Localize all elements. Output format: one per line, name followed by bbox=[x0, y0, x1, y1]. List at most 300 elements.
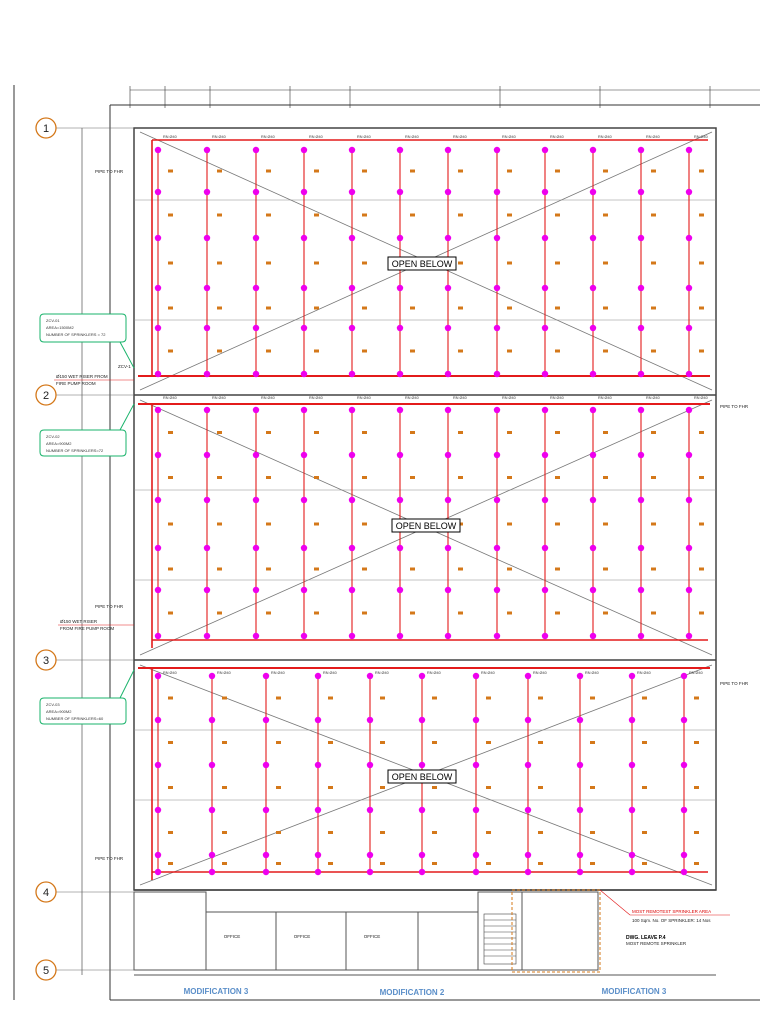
sprinkler-head bbox=[253, 452, 259, 458]
grid-bubble-labels bbox=[43, 123, 49, 977]
sprinkler-head bbox=[204, 407, 210, 413]
sprinkler-head bbox=[445, 545, 451, 551]
pipe-hanger bbox=[651, 523, 656, 526]
pipe-hanger bbox=[314, 431, 319, 434]
pipe-hanger bbox=[603, 350, 608, 353]
sprinkler-head bbox=[638, 371, 644, 377]
sprinkler-head bbox=[525, 673, 531, 679]
sprinkler-head bbox=[445, 407, 451, 413]
sprinkler-head bbox=[590, 147, 596, 153]
modification-label: MODIFICATION 3 bbox=[601, 987, 667, 996]
pipe-hanger bbox=[168, 307, 173, 310]
sprinkler-head bbox=[209, 852, 215, 858]
sprinkler-head bbox=[525, 717, 531, 723]
branch-label: RN Ø40 bbox=[598, 396, 612, 400]
pipe-hanger bbox=[380, 786, 385, 789]
branch-label: RN Ø40 bbox=[533, 671, 547, 675]
pipe-hanger bbox=[217, 568, 222, 571]
pipe-hanger bbox=[590, 786, 595, 789]
pipe-hanger bbox=[168, 568, 173, 571]
pipe-hanger bbox=[328, 862, 333, 865]
sprinkler-head bbox=[253, 147, 259, 153]
sprinkler-head bbox=[301, 147, 307, 153]
sprinkler-head bbox=[155, 285, 161, 291]
sprinkler-head bbox=[590, 452, 596, 458]
sprinkler-head bbox=[349, 325, 355, 331]
sprinkler-head bbox=[349, 371, 355, 377]
pipe-hanger bbox=[380, 741, 385, 744]
pipe-hanger bbox=[266, 214, 271, 217]
pipe-hanger bbox=[362, 523, 367, 526]
pipe-hanger bbox=[590, 741, 595, 744]
pipe-hanger bbox=[410, 350, 415, 353]
sprinkler-head bbox=[686, 633, 692, 639]
branch-label: RN Ø40 bbox=[217, 671, 231, 675]
sprinkler-head bbox=[681, 673, 687, 679]
structure-grid bbox=[134, 200, 716, 800]
pipe-hanger bbox=[507, 214, 512, 217]
zone-id: ZCV-01 bbox=[46, 318, 60, 323]
open-below-label: OPEN BELOW bbox=[395, 521, 457, 531]
branch-label: RN Ø40 bbox=[502, 396, 516, 400]
sprinkler-head bbox=[301, 587, 307, 593]
sprinkler-head bbox=[686, 147, 692, 153]
pipe-hanger bbox=[410, 612, 415, 615]
sprinkler-head bbox=[638, 189, 644, 195]
remote-area-boundary bbox=[512, 890, 600, 972]
pipe-hanger bbox=[314, 612, 319, 615]
pipe-hanger bbox=[486, 831, 491, 834]
pipe-hanger bbox=[590, 831, 595, 834]
sprinkler-head bbox=[494, 325, 500, 331]
sprinkler-head bbox=[542, 633, 548, 639]
sprinkler-head bbox=[629, 717, 635, 723]
pipe-hanger bbox=[266, 476, 271, 479]
sprinkler-head bbox=[445, 452, 451, 458]
pipe-hanger bbox=[555, 523, 560, 526]
sprinkler-head bbox=[686, 371, 692, 377]
pipe-hanger bbox=[590, 862, 595, 865]
sprinkler-head bbox=[397, 452, 403, 458]
sprinkler-head bbox=[209, 807, 215, 813]
sprinkler-head bbox=[542, 497, 548, 503]
pipe-hanger bbox=[222, 697, 227, 700]
grid-label: 3 bbox=[42, 655, 50, 667]
pipe-hanger bbox=[538, 697, 543, 700]
sprinkler-head bbox=[494, 452, 500, 458]
grid-label: 5 bbox=[42, 965, 50, 977]
sprinkler-head bbox=[577, 762, 583, 768]
sprinkler-head bbox=[681, 852, 687, 858]
pipe-hanger bbox=[507, 568, 512, 571]
sprinkler-head bbox=[494, 633, 500, 639]
sprinkler-head bbox=[590, 633, 596, 639]
pipe-hanger bbox=[410, 307, 415, 310]
sprinkler-head bbox=[253, 189, 259, 195]
pipe-hanger bbox=[328, 697, 333, 700]
sprinkler-head bbox=[315, 869, 321, 875]
sprinkler-head bbox=[253, 371, 259, 377]
pipe-hanger bbox=[699, 170, 704, 173]
pipe-hanger bbox=[410, 476, 415, 479]
branch-label: RN Ø40 bbox=[375, 671, 389, 675]
pipe-hanger bbox=[314, 568, 319, 571]
sprinkler-head bbox=[577, 673, 583, 679]
sprinkler-head bbox=[204, 189, 210, 195]
pipe-hanger bbox=[694, 786, 699, 789]
sprinkler-head bbox=[253, 235, 259, 241]
sprinkler-head bbox=[590, 285, 596, 291]
sprinkler-head bbox=[494, 235, 500, 241]
riser-note: Ø150 WET RISER bbox=[60, 619, 98, 624]
sprinkler-head bbox=[494, 497, 500, 503]
pipe-hanger bbox=[432, 862, 437, 865]
sprinkler-piping bbox=[138, 140, 710, 880]
branch-label: RN Ø40 bbox=[502, 135, 516, 139]
modification-label: MODIFICATION 2 bbox=[379, 988, 445, 997]
branch-label: RN Ø40 bbox=[550, 396, 564, 400]
pipe-hanger bbox=[603, 476, 608, 479]
pipe-hanger bbox=[651, 568, 656, 571]
sprinkler-head bbox=[629, 762, 635, 768]
sprinkler-head bbox=[445, 587, 451, 593]
pipe-hanger bbox=[603, 568, 608, 571]
pipe-hanger bbox=[699, 350, 704, 353]
sprinkler-head bbox=[315, 807, 321, 813]
sprinkler-head bbox=[397, 587, 403, 593]
pipe-hanger bbox=[555, 431, 560, 434]
sprinkler-head bbox=[419, 852, 425, 858]
pipe-hanger bbox=[699, 523, 704, 526]
sprinkler-head bbox=[209, 673, 215, 679]
pipe-hanger bbox=[651, 262, 656, 265]
sprinkler-head bbox=[155, 717, 161, 723]
sprinkler-head bbox=[525, 762, 531, 768]
sprinkler-head bbox=[681, 762, 687, 768]
sprinkler-head bbox=[397, 407, 403, 413]
pipe-hanger bbox=[555, 350, 560, 353]
pipe-hanger bbox=[362, 214, 367, 217]
sprinkler-head bbox=[590, 371, 596, 377]
sprinkler-head bbox=[301, 407, 307, 413]
pipe-hanger bbox=[276, 862, 281, 865]
pipe-hanger bbox=[699, 262, 704, 265]
sprinkler-head bbox=[367, 762, 373, 768]
pipe-hanger bbox=[266, 350, 271, 353]
pipe-hanger bbox=[217, 476, 222, 479]
sprinkler-head bbox=[494, 189, 500, 195]
pipe-hanger bbox=[538, 831, 543, 834]
pipe-hanger bbox=[217, 523, 222, 526]
branch-label: RN Ø40 bbox=[261, 135, 275, 139]
remote-area-note bbox=[600, 890, 730, 946]
pipe-hanger bbox=[555, 307, 560, 310]
branch-label: RN Ø40 bbox=[689, 671, 703, 675]
sprinkler-head bbox=[686, 235, 692, 241]
pipe-hanger bbox=[507, 307, 512, 310]
sprinkler-head bbox=[542, 325, 548, 331]
pipe-hanger bbox=[222, 831, 227, 834]
sprinkler-head bbox=[397, 371, 403, 377]
pipe-hanger bbox=[168, 831, 173, 834]
grid-label: 4 bbox=[42, 887, 50, 899]
sprinkler-head bbox=[204, 587, 210, 593]
pipe-hanger bbox=[362, 476, 367, 479]
sprinkler-head bbox=[419, 673, 425, 679]
branch-label: RN Ø40 bbox=[481, 671, 495, 675]
branch-label: RN Ø40 bbox=[309, 135, 323, 139]
branch-label: RN Ø40 bbox=[261, 396, 275, 400]
sprinkler-head bbox=[204, 371, 210, 377]
sprinkler-heads bbox=[155, 147, 692, 875]
sprinkler-head bbox=[349, 545, 355, 551]
branch-label: RN Ø40 bbox=[427, 671, 441, 675]
pipe-hanger bbox=[507, 262, 512, 265]
sprinkler-head bbox=[349, 452, 355, 458]
pipe-hanger bbox=[266, 568, 271, 571]
sprinkler-head bbox=[253, 407, 259, 413]
sprinkler-head bbox=[638, 407, 644, 413]
sprinkler-head bbox=[445, 371, 451, 377]
sprinkler-head bbox=[681, 869, 687, 875]
branch-label: RN Ø40 bbox=[357, 396, 371, 400]
sprinkler-head bbox=[473, 717, 479, 723]
pipe-hanger bbox=[362, 431, 367, 434]
sprinkler-head bbox=[349, 497, 355, 503]
sprinkler-head bbox=[263, 673, 269, 679]
open-below-labels bbox=[388, 257, 460, 783]
sprinkler-head bbox=[590, 545, 596, 551]
sprinkler-head bbox=[494, 285, 500, 291]
sprinkler-head bbox=[525, 807, 531, 813]
sprinkler-head bbox=[445, 285, 451, 291]
sprinkler-head bbox=[155, 807, 161, 813]
pipe-hanger bbox=[266, 307, 271, 310]
sprinkler-head bbox=[301, 235, 307, 241]
sprinkler-head bbox=[263, 807, 269, 813]
pipe-hanger bbox=[217, 262, 222, 265]
sprinkler-head bbox=[542, 587, 548, 593]
sprinkler-head bbox=[155, 371, 161, 377]
sprinkler-head bbox=[542, 545, 548, 551]
pipe-hanger bbox=[362, 170, 367, 173]
sprinkler-head bbox=[473, 869, 479, 875]
pipe-hanger bbox=[538, 862, 543, 865]
sprinkler-head bbox=[419, 762, 425, 768]
pipe-hanger bbox=[507, 523, 512, 526]
sprinkler-head bbox=[155, 545, 161, 551]
sprinkler-head bbox=[542, 407, 548, 413]
pipe-hanger bbox=[168, 741, 173, 744]
sprinkler-head bbox=[253, 545, 259, 551]
sprinkler-head bbox=[638, 497, 644, 503]
pipe-note: PIPE TO FHR bbox=[720, 404, 749, 409]
room-label: OFFICE bbox=[223, 934, 241, 939]
pipe-hanger bbox=[699, 307, 704, 310]
zone-area: AREA=1500M2 bbox=[46, 325, 74, 330]
sprinkler-head bbox=[638, 452, 644, 458]
sprinkler-head bbox=[638, 285, 644, 291]
pipe-note: PIPE TO FHR bbox=[95, 604, 124, 609]
pipe-hanger bbox=[328, 786, 333, 789]
sprinkler-head bbox=[686, 587, 692, 593]
sprinkler-head bbox=[494, 147, 500, 153]
zone-id: ZCV-03 bbox=[46, 702, 60, 707]
pipe-hanger bbox=[555, 612, 560, 615]
sprinkler-head bbox=[590, 189, 596, 195]
zone-area: AREA=900M2 bbox=[46, 441, 72, 446]
sprinkler-head bbox=[204, 235, 210, 241]
sprinkler-head bbox=[367, 717, 373, 723]
sprinkler-head bbox=[349, 189, 355, 195]
pipe-hanger bbox=[168, 786, 173, 789]
pipe-hanger bbox=[432, 831, 437, 834]
sprinkler-head bbox=[629, 852, 635, 858]
pipe-note: PIPE TO FHR bbox=[95, 169, 124, 174]
pipe-hanger bbox=[555, 568, 560, 571]
pipe-hanger bbox=[362, 568, 367, 571]
pipe-hanger bbox=[217, 350, 222, 353]
branch-label: RN Ø40 bbox=[212, 135, 226, 139]
pipe-hanger bbox=[603, 214, 608, 217]
sprinkler-head bbox=[686, 545, 692, 551]
sprinkler-head bbox=[349, 285, 355, 291]
sprinkler-head bbox=[155, 762, 161, 768]
pipe-hanger bbox=[314, 350, 319, 353]
pipe-hanger bbox=[168, 523, 173, 526]
sprinkler-head bbox=[397, 545, 403, 551]
pipe-hanger bbox=[507, 431, 512, 434]
pipe-hanger bbox=[651, 476, 656, 479]
sprinkler-head bbox=[367, 852, 373, 858]
pipe-hanger bbox=[458, 214, 463, 217]
riser-note: FROM FIRE PUMP ROOM bbox=[60, 626, 115, 631]
sprinkler-head bbox=[629, 807, 635, 813]
remote-area-line: 100 Sqm. No. OF SPRINKLER: 14 Nos bbox=[632, 918, 711, 923]
sprinkler-head bbox=[494, 587, 500, 593]
sprinkler-head bbox=[253, 587, 259, 593]
branch-label: RN Ø40 bbox=[212, 396, 226, 400]
pipe-hanger bbox=[217, 214, 222, 217]
pipe-hanger bbox=[314, 476, 319, 479]
sprinkler-head bbox=[209, 869, 215, 875]
sprinkler-head bbox=[301, 452, 307, 458]
branch-label: RN Ø40 bbox=[694, 135, 708, 139]
pipe-hanger bbox=[590, 697, 595, 700]
sprinkler-head bbox=[686, 452, 692, 458]
pipe-hanger bbox=[642, 697, 647, 700]
pipe-hanger bbox=[486, 697, 491, 700]
riser-note: Ø150 WET RISER FROM bbox=[56, 374, 108, 379]
pipe-hanger bbox=[168, 476, 173, 479]
sprinkler-head bbox=[542, 235, 548, 241]
grid-lines bbox=[56, 128, 134, 970]
pipe-hanger bbox=[555, 476, 560, 479]
pipe-hanger bbox=[507, 612, 512, 615]
room-label: OFFICE bbox=[293, 934, 311, 939]
branch-label: RN Ø40 bbox=[271, 671, 285, 675]
sprinkler-head bbox=[638, 147, 644, 153]
sprinkler-head bbox=[445, 633, 451, 639]
sprinkler-head bbox=[397, 325, 403, 331]
sprinkler-head bbox=[301, 371, 307, 377]
pipe-hanger bbox=[276, 831, 281, 834]
sprinkler-head bbox=[155, 633, 161, 639]
pipe-hanger bbox=[603, 431, 608, 434]
sprinkler-head bbox=[155, 869, 161, 875]
pipe-hanger bbox=[458, 476, 463, 479]
pipe-hanger bbox=[699, 214, 704, 217]
sprinkler-head bbox=[445, 147, 451, 153]
pipe-hanger bbox=[458, 170, 463, 173]
pipe-hanger bbox=[458, 431, 463, 434]
pipe-hanger bbox=[362, 612, 367, 615]
pipe-note: PIPE TO FHR bbox=[720, 681, 749, 686]
zcv-tag: ZCV-1 bbox=[118, 364, 131, 369]
pipe-hanger bbox=[168, 697, 173, 700]
pipe-hanger bbox=[314, 170, 319, 173]
pipe-note: PIPE TO FHR bbox=[95, 856, 124, 861]
sprinkler-head bbox=[590, 325, 596, 331]
zone-count: NUMBER OF SPRINKLERS=60 bbox=[46, 716, 104, 721]
pipe-hanger bbox=[266, 523, 271, 526]
sprinkler-head bbox=[590, 235, 596, 241]
pipe-hangers bbox=[168, 170, 704, 866]
sprinkler-head bbox=[204, 325, 210, 331]
sprinkler-head bbox=[445, 325, 451, 331]
sprinkler-head bbox=[473, 807, 479, 813]
sprinkler-head bbox=[638, 633, 644, 639]
sprinkler-head bbox=[155, 587, 161, 593]
pipe-hanger bbox=[217, 170, 222, 173]
pipe-hanger bbox=[538, 786, 543, 789]
sprinkler-head bbox=[367, 869, 373, 875]
sprinkler-head bbox=[367, 673, 373, 679]
sprinkler-head bbox=[315, 717, 321, 723]
pipe-hanger bbox=[410, 568, 415, 571]
sprinkler-head bbox=[397, 633, 403, 639]
zone-count: NUMBER OF SPRINKLERS = 72 bbox=[46, 332, 106, 337]
sprinkler-head bbox=[301, 325, 307, 331]
grid-label: 2 bbox=[42, 390, 50, 402]
sprinkler-head bbox=[473, 762, 479, 768]
pipe-hanger bbox=[603, 523, 608, 526]
sprinkler-head bbox=[301, 189, 307, 195]
sheet-frame bbox=[14, 85, 760, 1000]
sprinkler-head bbox=[315, 673, 321, 679]
pipe-hanger bbox=[362, 350, 367, 353]
sprinkler-head bbox=[686, 407, 692, 413]
sprinkler-head bbox=[349, 235, 355, 241]
pipe-hanger bbox=[651, 170, 656, 173]
pipe-hanger bbox=[276, 741, 281, 744]
sprinkler-head bbox=[349, 147, 355, 153]
sprinkler-head bbox=[638, 587, 644, 593]
pipe-hanger bbox=[266, 170, 271, 173]
sprinkler-head bbox=[349, 633, 355, 639]
sprinkler-head bbox=[419, 717, 425, 723]
branch-label: RN Ø40 bbox=[357, 135, 371, 139]
sprinkler-head bbox=[253, 633, 259, 639]
sprinkler-head bbox=[263, 762, 269, 768]
sprinkler-head bbox=[397, 285, 403, 291]
room-label: OFFICE bbox=[363, 934, 381, 939]
pipe-hanger bbox=[603, 307, 608, 310]
sprinkler-head bbox=[204, 147, 210, 153]
sprinkler-head bbox=[253, 497, 259, 503]
pipe-hanger bbox=[651, 214, 656, 217]
pipe-hanger bbox=[486, 786, 491, 789]
